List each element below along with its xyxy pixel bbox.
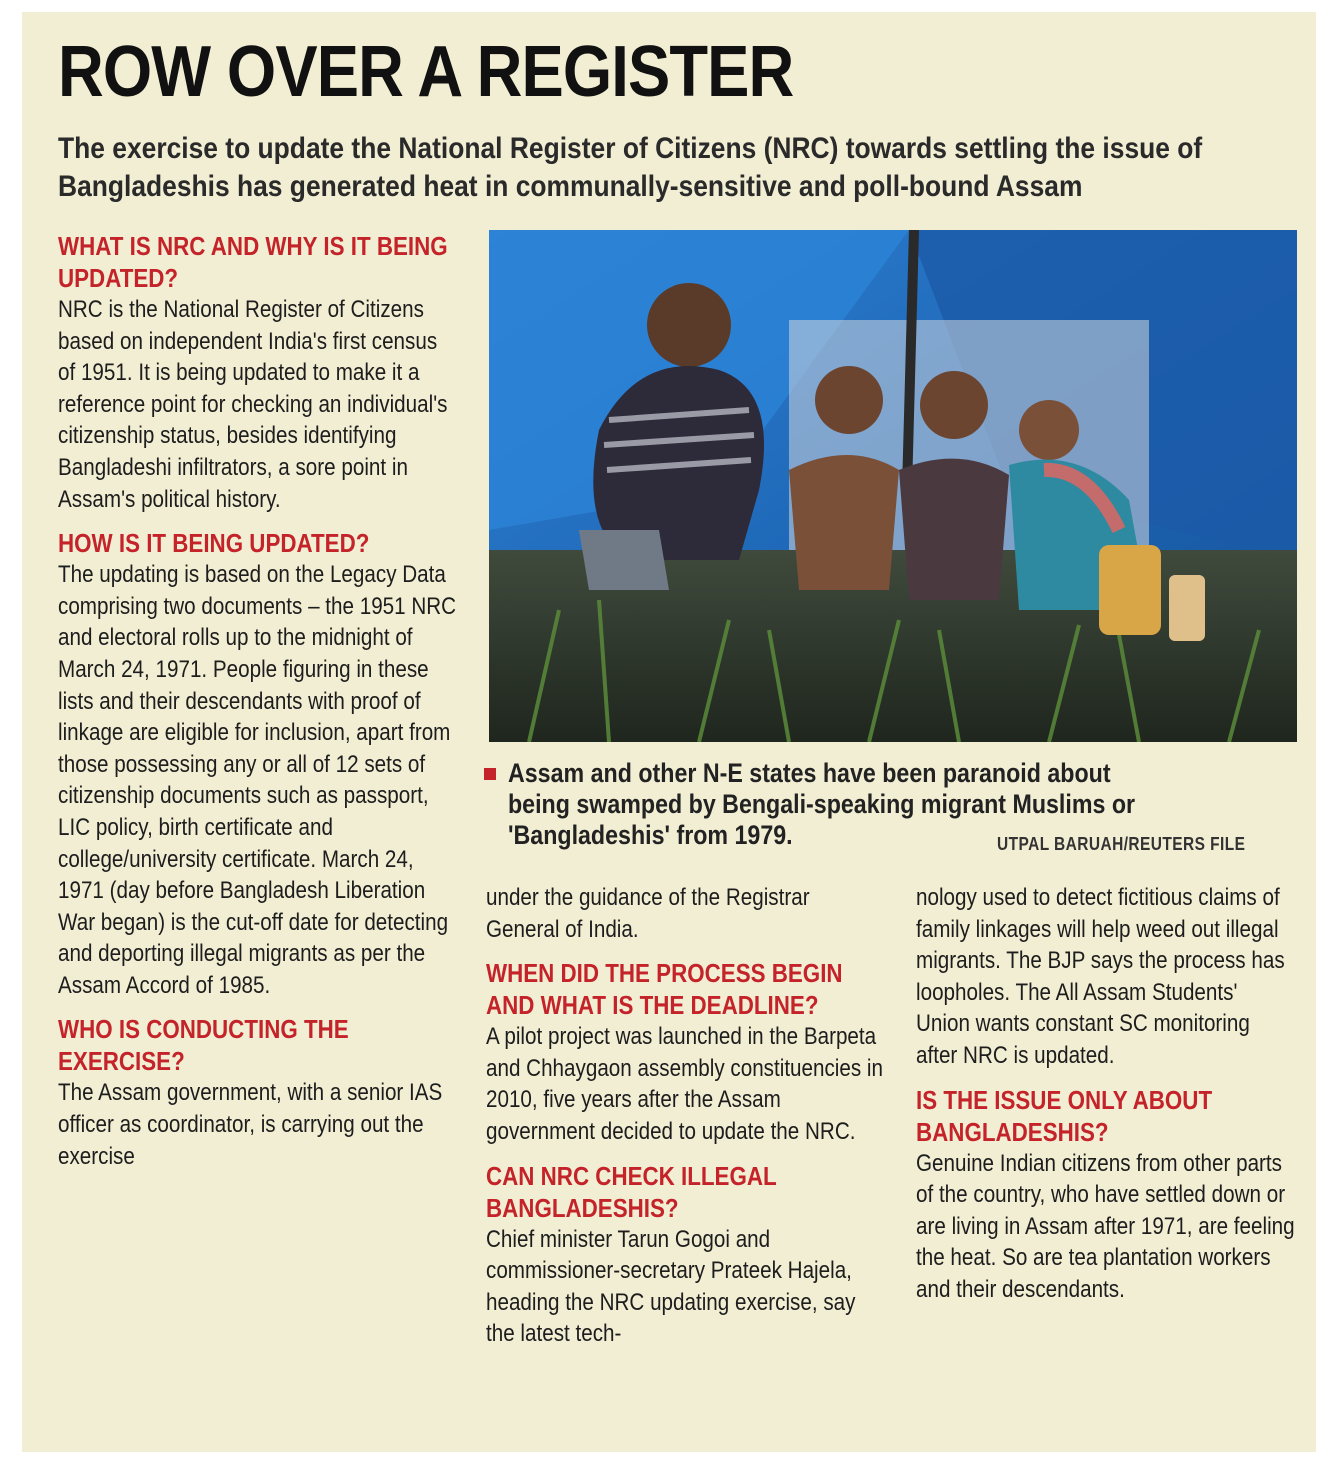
question-how-updated: HOW IS IT BEING UPDATED? [58, 528, 370, 559]
deck-subheading: The exercise to update the National Register of Citizens (NRC) towards settling the issue of Bangladeshis has generated heat in communally-sensitive and poll-bound Assam [58, 132, 1203, 203]
article-clipping [22, 12, 1316, 1452]
caption-text: Assam and other N-E states have been paranoid about being swamped by Bengali-speaking migrant Muslims or 'Bangladeshis' from 1979. [508, 758, 1136, 850]
photo-children-under-tarpaulin [489, 230, 1297, 742]
answer-when-begin: A pilot project was launched in the Barpeta and Chhaygaon assembly constituencies in 2010, five years after the Assam government decided to update the NRC. [486, 1023, 883, 1145]
column-right [916, 882, 1296, 1318]
question-when-begin: WHEN DID THE PROCESS BEGIN AND WHAT IS THE DEADLINE? [486, 958, 843, 1021]
answer-who-conducting-continued: under the guidance of the Registrar General of India. [486, 884, 810, 943]
answer-what-is-nrc: NRC is the National Register of Citizens based on independent India's first census of 1951. It is being updated to make it a reference point for checking an individual's citizenship status, besides identifying Bangladeshi infiltrators, a sore point in Assam's political history. [58, 296, 448, 513]
question-can-nrc-check: CAN NRC CHECK ILLEGAL BANGLADESHIS? [486, 1160, 777, 1223]
caption-bullet-icon [484, 768, 496, 780]
photo-credit: UTPAL BARUAH/REUTERS FILE [997, 834, 1246, 854]
column-left [58, 230, 458, 1184]
answer-how-updated: The updating is based on the Legacy Data comprising two documents – the 1951 NRC and electoral rolls up to the midnight of March 24, 1971. People figuring in these lists and their descendants with proof of linkage are eligible for inclusion, apart from those possessing any or all of 12 sets of citizenship documents such as passport, LIC policy, birth certificate and college/university certificate. March 24, 1971 (day before Bangladesh Liberation War began) is the cut-off date for detecting and deporting illegal migrants as per the Assam Accord of 1985. [58, 561, 457, 999]
headline: ROW OVER A REGISTER [58, 32, 794, 112]
question-issue-only-bangladeshis: IS THE ISSUE ONLY ABOUT BANGLADESHIS? [916, 1084, 1213, 1147]
answer-can-nrc-check: Chief minister Tarun Gogoi and commissioner-secretary Prateek Hajela, heading the NRC updating exercise, say the latest tech- [486, 1225, 856, 1348]
answer-issue-only-bangladeshis: Genuine Indian citizens from other parts of the country, who have settled down or are living in Assam after 1971, are feeling the heat. So are tea plantation workers and their descendants. [916, 1149, 1295, 1303]
answer-who-conducting: The Assam government, with a senior IAS officer as coordinator, is carrying out the exercise [58, 1079, 443, 1170]
column-middle [486, 882, 886, 1362]
answer-can-nrc-check-continued: nology used to detect fictitious claims of family linkages will help weed out illegal migrants. The BJP says the process has loopholes. The All Assam Students' Union wants constant SC monitoring after NRC is updated. [916, 884, 1285, 1069]
question-who-conducting: WHO IS CONDUCTING THE EXERCISE? [58, 1014, 349, 1077]
question-what-is-nrc: WHAT IS NRC AND WHY IS IT BEING UPDATED? [58, 231, 448, 293]
photo-illustration [489, 230, 1297, 742]
